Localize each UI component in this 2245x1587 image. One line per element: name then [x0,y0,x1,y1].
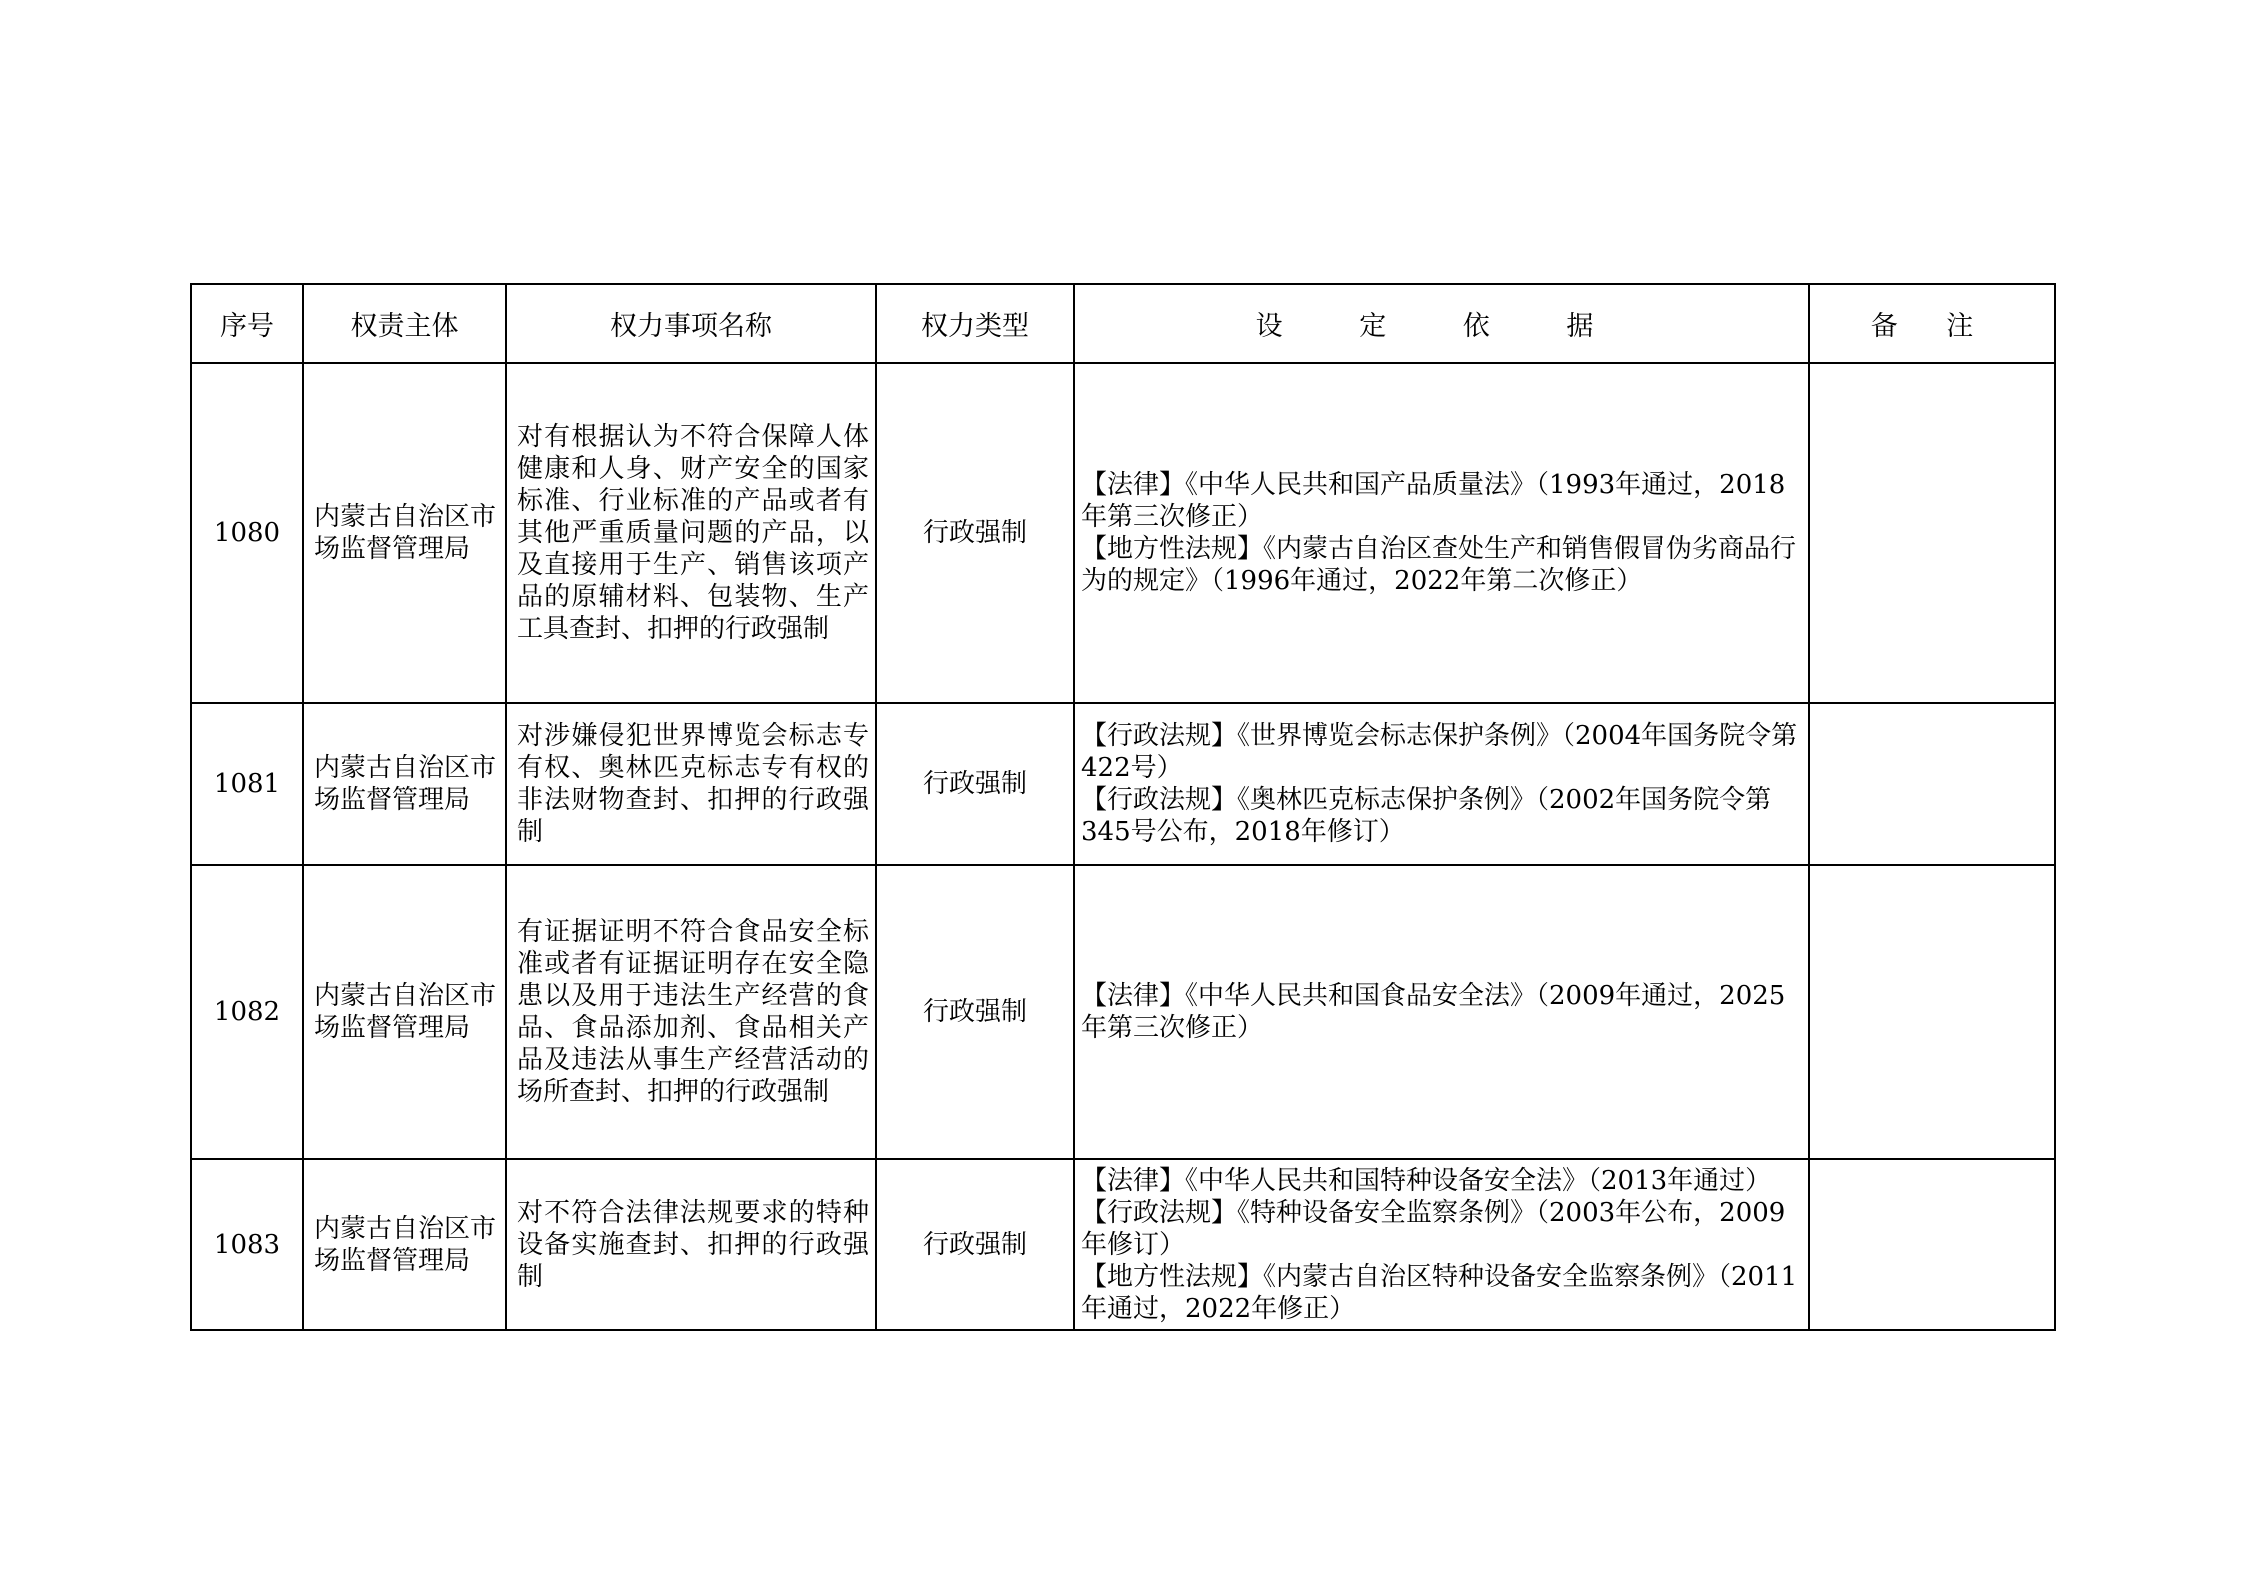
header-type: 权力类型 [876,284,1074,363]
cell-basis [1074,1159,1809,1330]
basis-line: 【行政法规】《奥林匹克标志保护条例》（2002年国务院令第345号公布，2018年修订） [1081,785,1772,847]
cell-remark [1809,1159,2055,1330]
cell-type: 行政强制 [876,865,1074,1159]
basis-line: 【行政法规】《特种设备安全监察条例》（2003年公布，2009年修订） [1081,1197,1786,1260]
cell-num: 1082 [191,865,303,1159]
cell-item: 有证据证明不符合食品安全标准或者有证据证明存在安全隐患以及用于违法生产经营的食品、食品添加剂、食品相关产品及违法从事生产经营活动的场所查封、扣押的行政强制 [506,865,876,1159]
cell-num: 1081 [191,703,303,865]
cell-remark [1809,363,2055,703]
basis-line: 【法律】《中华人民共和国食品安全法》（2009年通过，2025年第三次修正） [1081,981,1786,1043]
cell-remark [1809,703,2055,865]
header-subject: 权责主体 [303,284,506,363]
cell-basis [1074,363,1809,703]
basis-line: 【地方性法规】《内蒙古自治区查处生产和销售假冒伪劣商品行为的规定》（1996年通过，2022年第二次修正） [1081,534,1797,596]
cell-basis [1074,703,1809,865]
basis-line: 【行政法规】《世界博览会标志保护条例》（2004年国务院令第422号） [1081,721,1798,783]
table-row [191,703,2055,865]
header-remark: 备 注 [1809,284,2055,363]
cell-basis [1074,865,1809,1159]
table-header-row [191,284,2055,363]
header-basis: 设 定 依 据 [1074,284,1809,363]
cell-type: 行政强制 [876,1159,1074,1330]
header-item: 权力事项名称 [506,284,876,363]
cell-num: 1080 [191,363,303,703]
table-row [191,1159,2055,1330]
cell-type: 行政强制 [876,703,1074,865]
cell-subject: 内蒙古自治区市场监督管理局 [303,703,506,865]
cell-subject: 内蒙古自治区市场监督管理局 [303,363,506,703]
table-row [191,363,2055,703]
cell-num: 1083 [191,1159,303,1330]
basis-line: 【地方性法规】《内蒙古自治区特种设备安全监察条例》（2011年通过，2022年修正） [1081,1261,1798,1324]
cell-item: 对有根据认为不符合保障人体健康和人身、财产安全的国家标准、行业标准的产品或者有其他严重质量问题的产品，以及直接用于生产、销售该项产品的原辅材料、包装物、生产工具查封、扣押的行政强制 [506,363,876,703]
table-row [191,865,2055,1159]
basis-line: 【法律】《中华人民共和国特种设备安全法》（2013年通过） [1081,1165,1772,1196]
cell-remark [1809,865,2055,1159]
cell-type: 行政强制 [876,363,1074,703]
cell-subject: 内蒙古自治区市场监督管理局 [303,1159,506,1330]
cell-item: 对不符合法律法规要求的特种设备实施查封、扣押的行政强制 [506,1159,876,1330]
cell-item: 对涉嫌侵犯世界博览会标志专有权、奥林匹克标志专有权的非法财物查封、扣押的行政强制 [506,703,876,865]
power-list-table [190,283,2056,1331]
cell-subject: 内蒙古自治区市场监督管理局 [303,865,506,1159]
basis-line: 【法律】《中华人民共和国产品质量法》（1993年通过，2018年第三次修正） [1081,470,1786,532]
header-num: 序号 [191,284,303,363]
